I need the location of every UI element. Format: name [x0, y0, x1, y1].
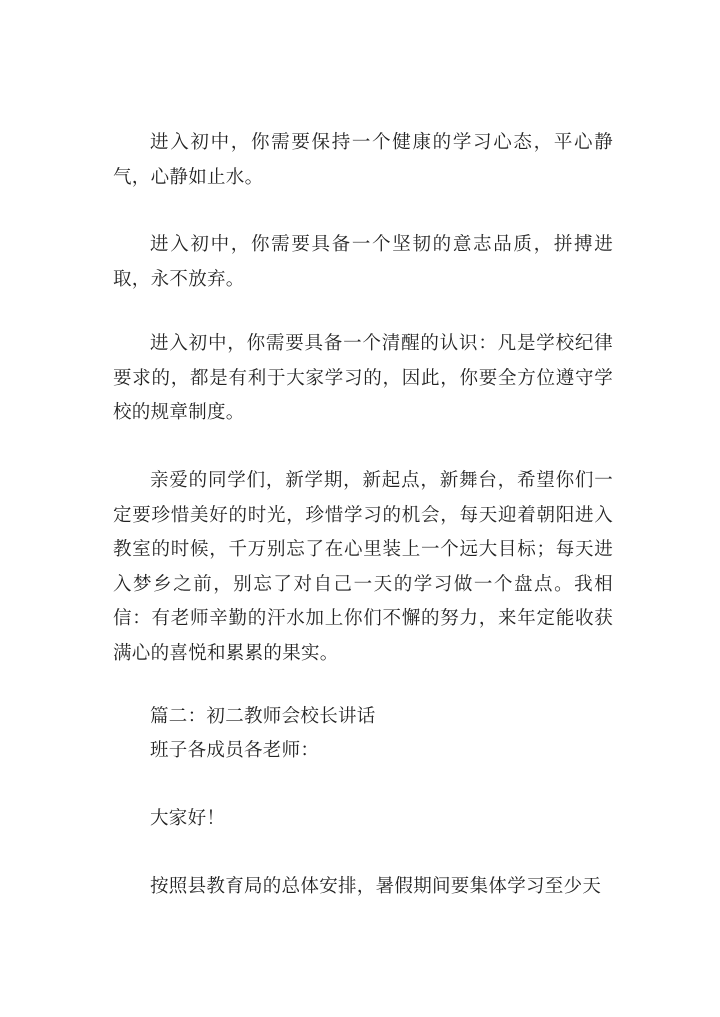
salutation: 班子各成员各老师： [150, 740, 320, 761]
last-line: 按照县教育局的总体安排，暑假期间要集体学习至少天 [150, 876, 602, 897]
greeting: 大家好！ [150, 808, 226, 829]
paragraph-healthy-mindset: 进入初中，你需要保持一个健康的学习心态，平心静气，心静如止水。 [113, 132, 613, 188]
paragraph-school-rules: 进入初中，你需要具备一个清醒的认识：凡是学校纪律要求的，都是有利于大家学习的，因此，你要全方位遵守学校的规章制度。 [113, 333, 613, 423]
paragraph-strong-will: 进入初中，你需要具备一个坚韧的意志品质，拼搏进取，永不放弃。 [113, 234, 613, 290]
section-heading: 篇二：初二教师会校长讲话 [150, 706, 376, 727]
paragraph-encouragement: 亲爱的同学们，新学期，新起点，新舞台，希望你们一定要珍惜美好的时光，珍惜学习的机会，每天迎着朝阳进入教室的时候，千万别忘了在心里装上一个远大目标；每天进入梦乡之前，别忘了对自己一天的学习做一个盘点。我相信：有老师辛勤的汗水加上你们不懈的努力，来年定能收获满心的喜悦和累累的果实。 [113, 470, 613, 664]
